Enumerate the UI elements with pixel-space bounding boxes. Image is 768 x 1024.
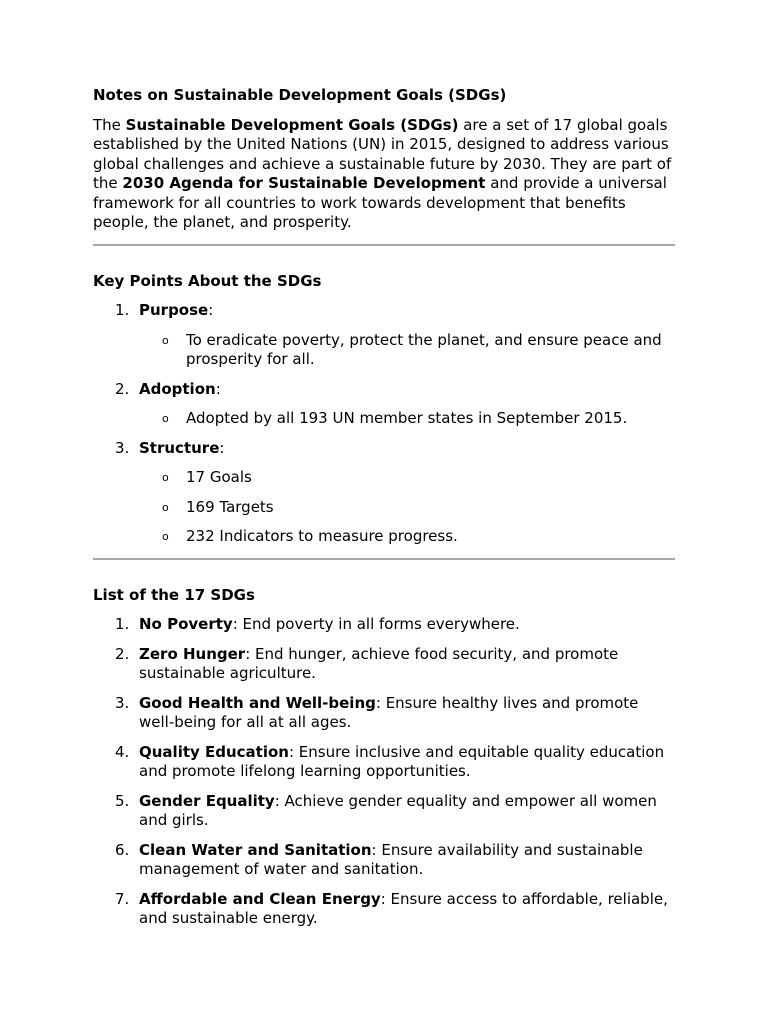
sub-list-item [139, 468, 675, 488]
key-points-list [93, 301, 675, 547]
sub-item-text: 232 Indicators to measure progress. [186, 527, 458, 545]
intro-paragraph [93, 116, 675, 233]
sub-list-item [139, 409, 675, 429]
key-point-colon: : [215, 379, 221, 398]
sub-list-item [139, 498, 675, 518]
sub-item-text: 17 Goals [186, 468, 252, 486]
list-number: 1. [115, 615, 130, 633]
list-number: 1. [115, 301, 130, 319]
key-point-colon: : [208, 301, 214, 319]
sub-list [139, 409, 675, 429]
circle-bullet-icon: o [162, 530, 169, 543]
section-divider [93, 244, 675, 246]
sub-item-text: 169 Targets [186, 497, 274, 516]
sub-list-item [139, 527, 675, 547]
sdg-name: Affordable and Clean Energy [139, 889, 381, 908]
intro-text-1: The [93, 115, 126, 134]
intro-text-2: are a set of 17 global goals established by the United Nations (UN) in 2015, designed to address various global challenges and achieve a sustainable future by 2030. They are part of the [93, 115, 672, 192]
key-point-label: Purpose [139, 301, 209, 319]
list-number: 6. [115, 840, 130, 859]
sdg-description: : Ensure inclusive and equitable quality education and promote lifelong learning opportunities. [139, 742, 665, 780]
sdg-name: Clean Water and Sanitation [139, 840, 372, 859]
sdg-list [93, 615, 675, 929]
key-points-heading: Key Points About the SDGs [93, 271, 322, 290]
sub-list [139, 468, 675, 547]
list-number: 2. [115, 644, 130, 663]
list-number: 3. [115, 693, 130, 712]
key-point-colon: : [219, 438, 225, 457]
circle-bullet-icon: o [162, 333, 169, 347]
circle-bullet-icon: o [162, 412, 169, 425]
document-page [93, 86, 675, 939]
sdg-description: : Ensure access to affordable, reliable, and sustainable energy. [139, 889, 668, 927]
sdg-description: : End poverty in all forms everywhere. [232, 615, 520, 633]
sdg-name: Zero Hunger [139, 644, 246, 663]
sdg-item [93, 615, 675, 635]
list-number: 2. [115, 379, 130, 398]
circle-bullet-icon: o [162, 500, 169, 514]
document-title: Notes on Sustainable Development Goals (SDGs) [93, 86, 507, 104]
sdg-name: No Poverty [139, 615, 233, 633]
sdg-item [93, 694, 675, 733]
sdg-name: Good Health and Well-being [139, 693, 376, 712]
sub-item-text: Adopted by all 193 UN member states in September 2015. [186, 409, 628, 427]
sdg-item [93, 792, 675, 831]
sdg-description: : Achieve gender equality and empower all women and girls. [139, 791, 657, 829]
key-point-label: Structure [139, 438, 220, 457]
list-number: 5. [115, 791, 130, 810]
sdg-description: : Ensure availability and sustainable management of water and sanitation. [139, 840, 643, 878]
section-divider [93, 558, 675, 560]
key-point-item [93, 380, 675, 429]
list-number: 3. [115, 438, 130, 457]
sdg-item [93, 841, 675, 880]
sdg-description: : End hunger, achieve food security, and promote sustainable agriculture. [139, 644, 619, 682]
key-point-label: Adoption [139, 379, 216, 398]
sdg-item [93, 890, 675, 929]
intro-bold-sdgs: Sustainable Development Goals (SDGs) [125, 115, 459, 134]
intro-text-3: and provide a universal framework for all countries to work towards development that benefits people, the planet, and prosperity. [93, 174, 667, 231]
sub-list [139, 331, 675, 370]
intro-bold-agenda: 2030 Agenda for Sustainable Development [122, 174, 486, 192]
sdg-item [93, 645, 675, 684]
circle-bullet-icon: o [162, 471, 169, 484]
list-number: 4. [115, 742, 130, 761]
sdg-name: Quality Education [139, 742, 289, 761]
sdg-name: Gender Equality [139, 791, 275, 810]
sdg-item [93, 743, 675, 782]
key-point-item [93, 301, 675, 370]
key-point-item [93, 439, 675, 547]
sub-item-text: To eradicate poverty, protect the planet, and ensure peace and prosperity for all. [186, 330, 662, 368]
sdg-description: : Ensure healthy lives and promote well-being for all at all ages. [139, 693, 639, 731]
list-number: 7. [115, 889, 130, 908]
sdg-list-heading: List of the 17 SDGs [93, 585, 255, 604]
sub-list-item [139, 331, 675, 370]
